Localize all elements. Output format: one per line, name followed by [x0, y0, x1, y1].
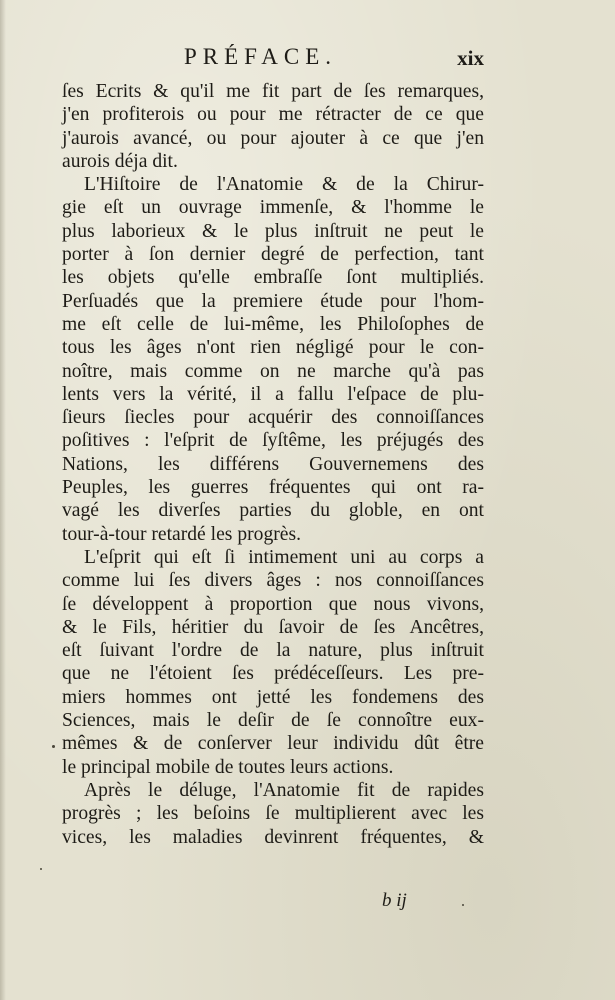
text-line: ſe développent à proportion que nous vivons,	[62, 593, 484, 615]
text-line: vices, les maladies devinrent fréquentes, &	[62, 826, 484, 848]
text-line: que ne l'étoient ſes prédéceſſeurs. Les pre-	[62, 663, 484, 685]
text-line: lents vers la vérité, il a fallu l'eſpace de plu-	[62, 383, 484, 405]
running-title: PRÉFACE.	[184, 44, 338, 69]
text-line: progrès ; les beſoins ſe multiplierent avec les	[62, 803, 484, 825]
text-line: vagé les diverſes parties du globle, en ont	[62, 500, 484, 522]
text-line: tour-à-tour retardé les progrès.	[62, 523, 301, 545]
text-line: L'Hiſtoire de l'Anatomie & de la Chirur-	[84, 174, 484, 196]
paper-speck	[40, 868, 42, 870]
paper-speck	[52, 745, 55, 748]
text-line: tous les âges n'ont rien négligé pour le con-	[62, 337, 484, 359]
text-line: mêmes & de conſerver leur individu dût être	[62, 733, 484, 755]
text-line: & le Fils, héritier du ſavoir de ſes Ancêtres,	[62, 616, 484, 638]
running-header	[62, 44, 484, 74]
body-text	[62, 80, 484, 849]
text-line: miers hommes ont jetté les fondemens des	[62, 686, 484, 708]
page-gutter-shadow	[0, 0, 6, 1000]
text-line: ſieurs ſiecles pour acquérir des connoiſſances	[62, 407, 484, 429]
text-line: les objets qu'elle embraſſe ſont multipliés.	[62, 267, 484, 289]
text-line: Sciences, mais le deſir de ſe connoître eux-	[62, 710, 484, 732]
text-line: comme lui ſes divers âges : nos connoiſſances	[62, 570, 484, 592]
text-line: plus laborieux & le plus inſtruit ne peut le	[62, 220, 484, 242]
text-line: Après le déluge, l'Anatomie fit de rapides	[84, 779, 484, 801]
text-line: Nations, les différens Gouvernemens des	[62, 453, 484, 475]
text-line: ſes Ecrits & qu'il me fit part de ſes remarques,	[62, 81, 484, 102]
text-line: porter à ſon dernier degré de perfection, tant	[62, 244, 484, 266]
text-line: gie eſt un ouvrage immenſe, & l'homme le	[62, 197, 484, 219]
text-line: j'aurois avancé, ou pour ajouter à ce que j'en	[62, 127, 484, 149]
text-line: L'eſprit qui eſt ſi intimement uni au corps a	[84, 546, 484, 568]
text-line: aurois déja dit.	[62, 150, 178, 172]
text-line: poſitives : l'eſprit de ſyſtême, les préjugés des	[62, 430, 484, 452]
text-line: Perſuadés que la premiere étude pour l'hom-	[62, 290, 484, 312]
text-line: Peuples, les guerres fréquentes qui ont ra-	[62, 477, 484, 499]
text-line: eſt ſuivant l'ordre de la nature, plus inſtruit	[62, 640, 484, 662]
page-number: xix	[457, 46, 484, 70]
signature-mark: b ij	[382, 890, 407, 911]
paper-speck	[462, 904, 464, 906]
text-line: le principal mobile de toutes leurs actions.	[62, 756, 394, 778]
text-line: me eſt celle de lui-même, les Philoſophes de	[62, 313, 484, 335]
text-line: j'en profiterois ou pour me rétracter de ce que	[62, 104, 484, 126]
text-line: noître, mais comme on ne marche qu'à pas	[62, 360, 484, 382]
